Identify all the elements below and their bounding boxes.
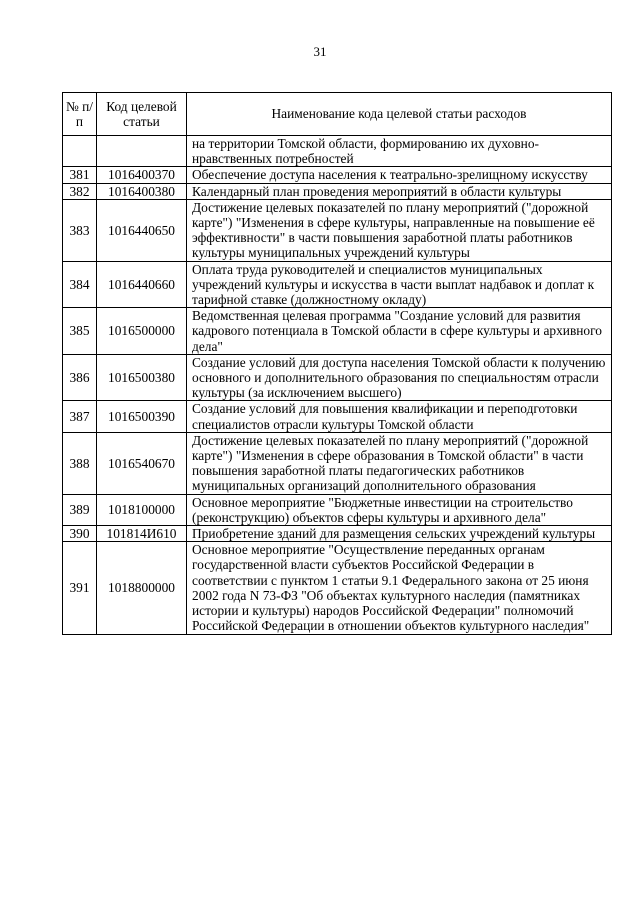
row-num: 381 <box>63 167 97 183</box>
row-code: 1016440650 <box>97 199 187 261</box>
row-name: Приобретение зданий для размещения сельских учреждений культуры <box>187 526 612 542</box>
row-code: 1018100000 <box>97 494 187 525</box>
table-row <box>63 354 612 401</box>
row-num: 388 <box>63 432 97 494</box>
table-row <box>63 494 612 525</box>
row-num: 385 <box>63 308 97 355</box>
row-name: Создание условий для повышения квалификации и переподготовки специалистов отрасли культуры Томской области <box>187 401 612 432</box>
table-row <box>63 199 612 261</box>
table-row <box>63 542 612 634</box>
row-code <box>97 136 187 167</box>
row-num: 391 <box>63 542 97 634</box>
row-code: 1016500390 <box>97 401 187 432</box>
row-num: 386 <box>63 354 97 401</box>
table-header-row <box>63 93 612 136</box>
row-num: 387 <box>63 401 97 432</box>
row-num: 389 <box>63 494 97 525</box>
table-row <box>63 308 612 355</box>
row-code: 1016440660 <box>97 261 187 308</box>
row-code: 1018800000 <box>97 542 187 634</box>
row-num: 383 <box>63 199 97 261</box>
target-codes-table <box>62 92 612 635</box>
table-row <box>63 526 612 542</box>
row-name: Ведомственная целевая программа "Создание условий для развития кадрового потенциала в Томской области в сфере культуры и архивного дела" <box>187 308 612 355</box>
row-code: 1016400380 <box>97 183 187 199</box>
row-name: Обеспечение доступа населения к театрально-зрелищному искусству <box>187 167 612 183</box>
table-row <box>63 401 612 432</box>
header-code: Код целевой статьи <box>97 93 187 136</box>
row-code: 1016500000 <box>97 308 187 355</box>
header-num: № п/п <box>63 93 97 136</box>
row-num: 384 <box>63 261 97 308</box>
row-name: Достижение целевых показателей по плану мероприятий ("дорожной карте") "Изменения в сфере культуры, направленные на повышение её эффективности" в части повышения заработной платы работников культуры муниципальных учреждений культуры <box>187 199 612 261</box>
table-row <box>63 136 612 167</box>
row-num <box>63 136 97 167</box>
row-name: на территории Томской области, формированию их духовно-нравственных потребностей <box>187 136 612 167</box>
row-code: 1016540670 <box>97 432 187 494</box>
row-code: 1016400370 <box>97 167 187 183</box>
row-num: 382 <box>63 183 97 199</box>
row-name: Создание условий для доступа населения Томской области к получению основного и дополнительного образования по специальностям отрасли культуры (за исключением высшего) <box>187 354 612 401</box>
row-name: Оплата труда руководителей и специалистов муниципальных учреждений культуры и искусства в части выплат надбавок и доплат к тарифной ставке (должностному окладу) <box>187 261 612 308</box>
row-name: Основное мероприятие "Бюджетные инвестиции на строительство (реконструкцию) объектов сферы культуры и архивного дела" <box>187 494 612 525</box>
row-code: 101814И610 <box>97 526 187 542</box>
page-number: 31 <box>313 44 327 59</box>
row-name: Достижение целевых показателей по плану мероприятий ("дорожной карте") "Изменения в сфере образования в Томской области" в части повышения заработной платы педагогических работников муниципальных организаций дополнительного образования <box>187 432 612 494</box>
table-row <box>63 167 612 183</box>
table-row <box>63 432 612 494</box>
table-row <box>63 261 612 308</box>
row-name: Основное мероприятие "Осуществление переданных органам государственной власти субъектов Российской Федерации в соответствии с пунктом 1 статьи 9.1 Федерального закона от 25 июня 2002 года N 73-ФЗ "Об объектах культурного наследия (памятниках истории и культуры) народов Российской Федерации" полномочий Российской Федерации в отношении объектов культурного наследия" <box>187 542 612 634</box>
header-name: Наименование кода целевой статьи расходов <box>187 93 612 136</box>
row-code: 1016500380 <box>97 354 187 401</box>
table-row <box>63 183 612 199</box>
row-name: Календарный план проведения мероприятий в области культуры <box>187 183 612 199</box>
row-num: 390 <box>63 526 97 542</box>
